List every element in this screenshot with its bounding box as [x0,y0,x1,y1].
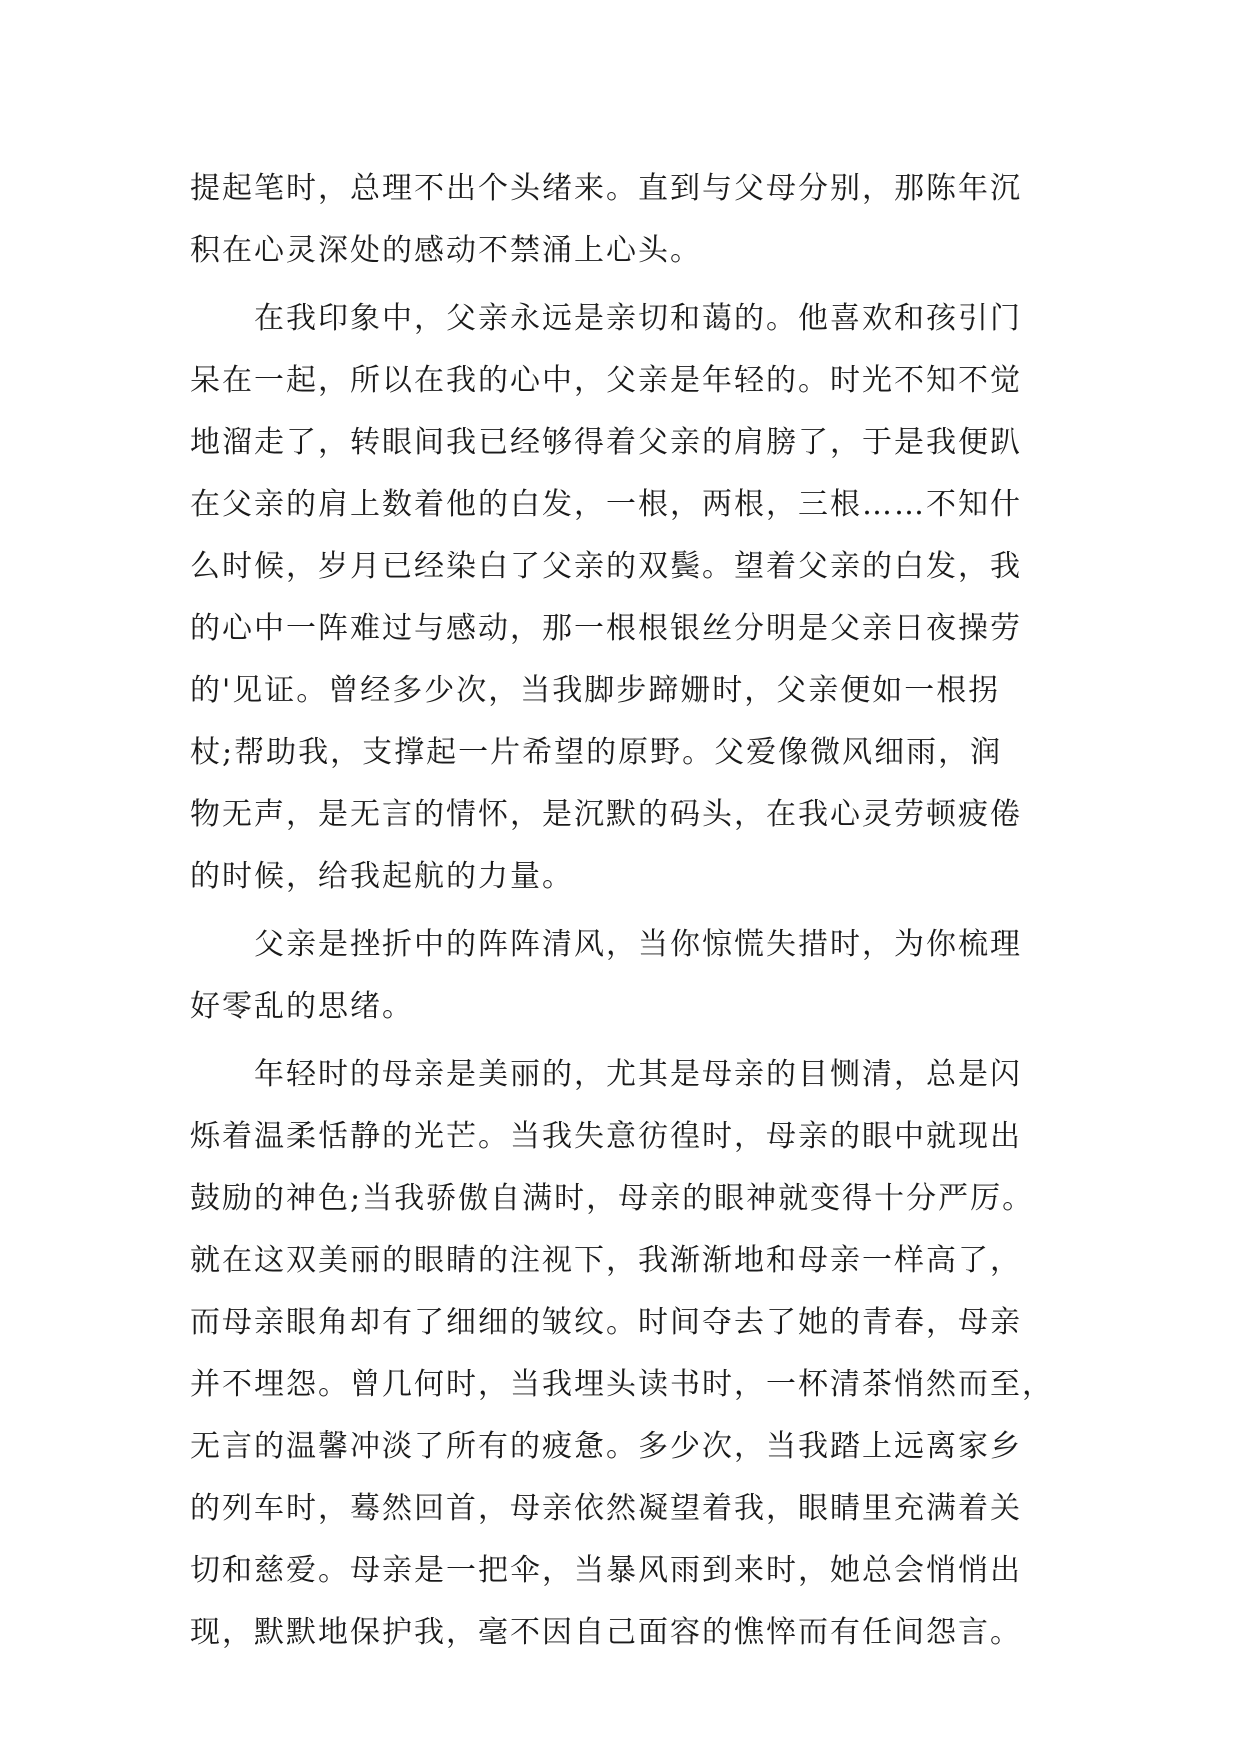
text-line: 就在这双美丽的眼睛的注视下，我渐渐地和母亲一样高了， [190,1243,1022,1278]
text-line: 的'见证。曾经多少次，当我脚步蹄姗时，父亲便如一根拐 [190,673,1001,708]
text-line: 烁着温柔恬静的光芒。当我失意彷徨时，母亲的眼中就现出 [190,1119,1022,1154]
text-line: 年轻时的母亲是美丽的，尤其是母亲的目恻清，总是闪 [254,1057,1022,1092]
text-line: 鼓励的神色;当我骄傲自满时，母亲的眼神就变得十分严厉。 [190,1181,1035,1216]
text-line: 父亲是挫折中的阵阵清风，当你惊慌失措时，为你梳理 [254,927,1022,962]
text-line: 的心中一阵难过与感动，那一根根银丝分明是父亲日夜操劳 [190,611,1022,646]
text-line: 的时候，给我起航的力量。 [190,859,574,894]
text-line: 杖;帮助我，支撑起一片希望的原野。父爱像微风细雨，润 [190,735,1003,770]
text-line: 么时候，岁月已经染白了父亲的双鬓。望着父亲的白发，我 [190,549,1022,584]
text-line: 在父亲的肩上数着他的白发，一根，两根，三根……不知什 [190,487,1022,522]
text-line: 无言的温馨冲淡了所有的疲惫。多少次，当我踏上远离家乡 [190,1429,1022,1464]
text-line: 并不埋怨。曾几何时，当我埋头读书时，一杯清茶悄然而至， [190,1367,1054,1402]
text-line: 地溜走了，转眼间我已经够得着父亲的肩膀了，于是我便趴 [190,425,1022,460]
paragraph [190,288,1070,908]
text-line: 而母亲眼角却有了细细的皱纹。时间夺去了她的青春，母亲 [190,1305,1022,1340]
paragraph [190,1044,1070,1664]
text-line: 提起笔时，总理不出个头绪来。直到与父母分别，那陈年沉 [190,171,1022,206]
text-line: 积在心灵深处的感动不禁涌上心头。 [190,233,702,268]
text-line: 的列车时，蓦然回首，母亲依然凝望着我，眼睛里充满着关 [190,1491,1022,1526]
document-body [190,158,1070,1664]
text-line: 切和慈爱。母亲是一把伞，当暴风雨到来时，她总会悄悄出 [190,1553,1022,1588]
text-line: 现，默默地保护我，毫不因自己面容的憔悴而有任间怨言。 [190,1615,1022,1650]
paragraph [190,158,1070,282]
text-line: 好零乱的思绪。 [190,989,414,1024]
text-line: 呆在一起，所以在我的心中，父亲是年轻的。时光不知不觉 [190,363,1022,398]
text-line: 物无声，是无言的情怀，是沉默的码头，在我心灵劳顿疲倦 [190,797,1022,832]
paragraph [190,914,1070,1038]
text-line: 在我印象中，父亲永远是亲切和蔼的。他喜欢和孩引门 [254,301,1022,336]
